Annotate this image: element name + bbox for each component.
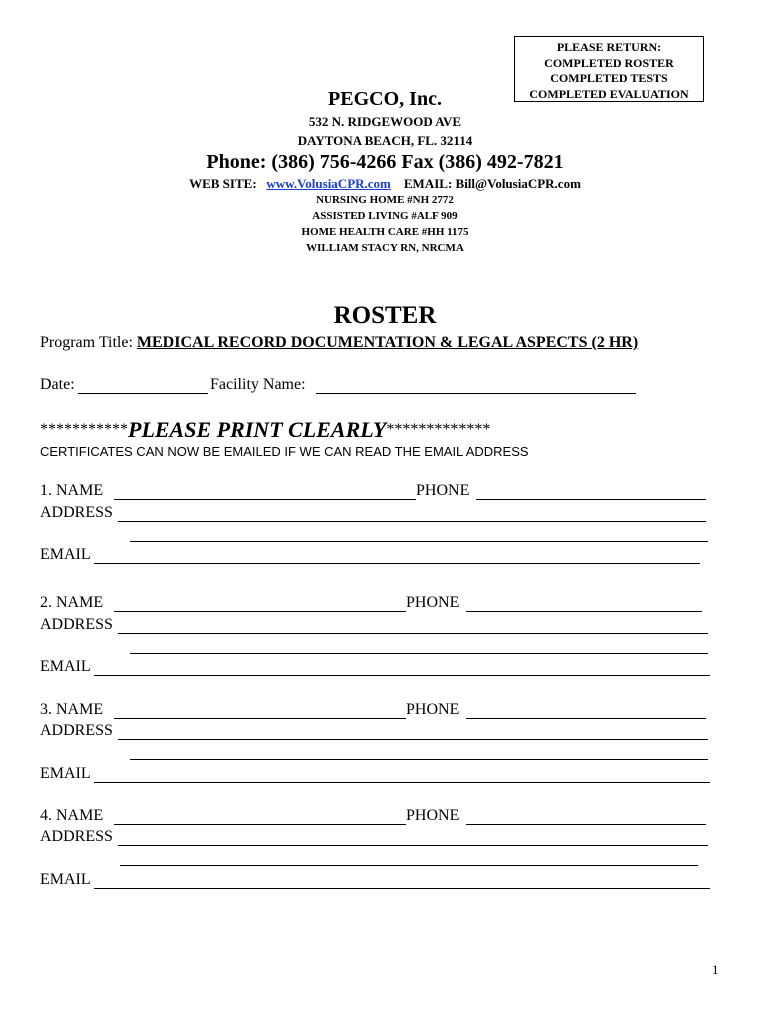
entry-4-address-line-2[interactable] xyxy=(120,865,698,866)
entry-3-phone-line[interactable] xyxy=(466,718,706,719)
return-line-2: COMPLETED ROSTER xyxy=(544,55,674,70)
entry-4-email-line[interactable] xyxy=(94,888,710,889)
entry-3-address-line-2[interactable] xyxy=(130,759,708,760)
entry-1-name-label: 1. NAME xyxy=(40,482,104,499)
return-line-1: PLEASE RETURN: xyxy=(556,40,662,54)
certificate-note: CERTIFICATES CAN NOW BE EMAILED IF WE CAN READ THE EMAIL ADDRESS xyxy=(40,444,529,459)
program-title-value: MEDICAL RECORD DOCUMENTATION & LEGAL ASPECTS (2 HR) xyxy=(136,334,639,351)
entry-3-email-line[interactable] xyxy=(94,782,710,783)
date-field-line[interactable] xyxy=(78,393,208,394)
entry-1-name-line[interactable] xyxy=(114,499,416,500)
entry-3-address-line[interactable] xyxy=(118,739,708,740)
entry-2-address-line-2[interactable] xyxy=(130,653,708,654)
entry-2-name-line[interactable] xyxy=(114,611,406,612)
entry-2-email-line[interactable] xyxy=(94,675,710,676)
entry-2-address-line[interactable] xyxy=(118,633,708,634)
program-title-label: Program Title: xyxy=(40,334,133,351)
entry-3-name-label: 3. NAME xyxy=(40,701,104,718)
entry-1-email-line[interactable] xyxy=(94,563,700,564)
website-label: WEB SITE: xyxy=(189,176,257,191)
website-link[interactable]: www.VolusiaCPR.com xyxy=(266,176,391,191)
entry-2-name-label: 2. NAME xyxy=(40,594,104,611)
entry-4-phone-label: PHONE xyxy=(406,807,460,824)
contact-person: WILLIAM STACY RN, NRCMA xyxy=(306,242,464,254)
stars-left: *********** xyxy=(40,421,128,438)
entry-4-address-line[interactable] xyxy=(118,845,708,846)
entry-2-email-label: EMAIL xyxy=(40,658,91,675)
stars-right: ************* xyxy=(386,421,491,438)
page-number: 1 xyxy=(712,962,719,977)
entry-3-email-label: EMAIL xyxy=(40,765,91,782)
return-line-3: COMPLETED TESTS xyxy=(550,71,668,85)
date-label: Date: xyxy=(40,376,75,393)
facility-field-line[interactable] xyxy=(316,393,636,394)
email-contact: EMAIL: Bill@VolusiaCPR.com xyxy=(403,176,581,191)
license-assisted-living: ASSISTED LIVING #ALF 909 xyxy=(312,210,458,222)
entry-2-phone-label: PHONE xyxy=(406,594,460,611)
entry-3-name-line[interactable] xyxy=(114,718,406,719)
phone-fax: Phone: (386) 756-4266 Fax (386) 492-7821 xyxy=(206,151,564,173)
print-clearly-row xyxy=(40,417,490,443)
entry-2-phone-line[interactable] xyxy=(466,611,702,612)
entry-4-name-line[interactable] xyxy=(114,824,406,825)
entry-2-address-label: ADDRESS xyxy=(40,616,113,633)
entry-3-address-label: ADDRESS xyxy=(40,722,113,739)
company-address-2: DAYTONA BEACH, FL. 32114 xyxy=(297,133,473,148)
entry-1-address-line-2[interactable] xyxy=(130,541,708,542)
entry-4-email-label: EMAIL xyxy=(40,871,91,888)
entry-1-address-label: ADDRESS xyxy=(40,504,113,521)
entry-1-phone-line[interactable] xyxy=(476,499,706,500)
print-clearly-text: PLEASE PRINT CLEARLY xyxy=(128,417,387,442)
entry-1-email-label: EMAIL xyxy=(40,546,91,563)
entry-4-phone-line[interactable] xyxy=(466,824,706,825)
facility-label: Facility Name: xyxy=(210,376,306,393)
program-title-row xyxy=(40,334,638,352)
entry-1-phone-label: PHONE xyxy=(416,482,470,499)
return-line-4: COMPLETED EVALUATION xyxy=(529,86,689,101)
entry-3-phone-label: PHONE xyxy=(406,701,460,718)
entry-4-name-label: 4. NAME xyxy=(40,807,104,824)
web-email-line xyxy=(0,176,770,192)
company-name: PEGCO, Inc. xyxy=(328,88,442,110)
entry-4-address-label: ADDRESS xyxy=(40,828,113,845)
company-address-1: 532 N. RIDGEWOOD AVE xyxy=(308,114,462,129)
entry-1-address-line[interactable] xyxy=(118,521,706,522)
roster-title: ROSTER xyxy=(333,302,437,329)
license-nursing-home: NURSING HOME #NH 2772 xyxy=(316,194,454,206)
license-home-health: HOME HEALTH CARE #HH 1175 xyxy=(301,226,469,238)
